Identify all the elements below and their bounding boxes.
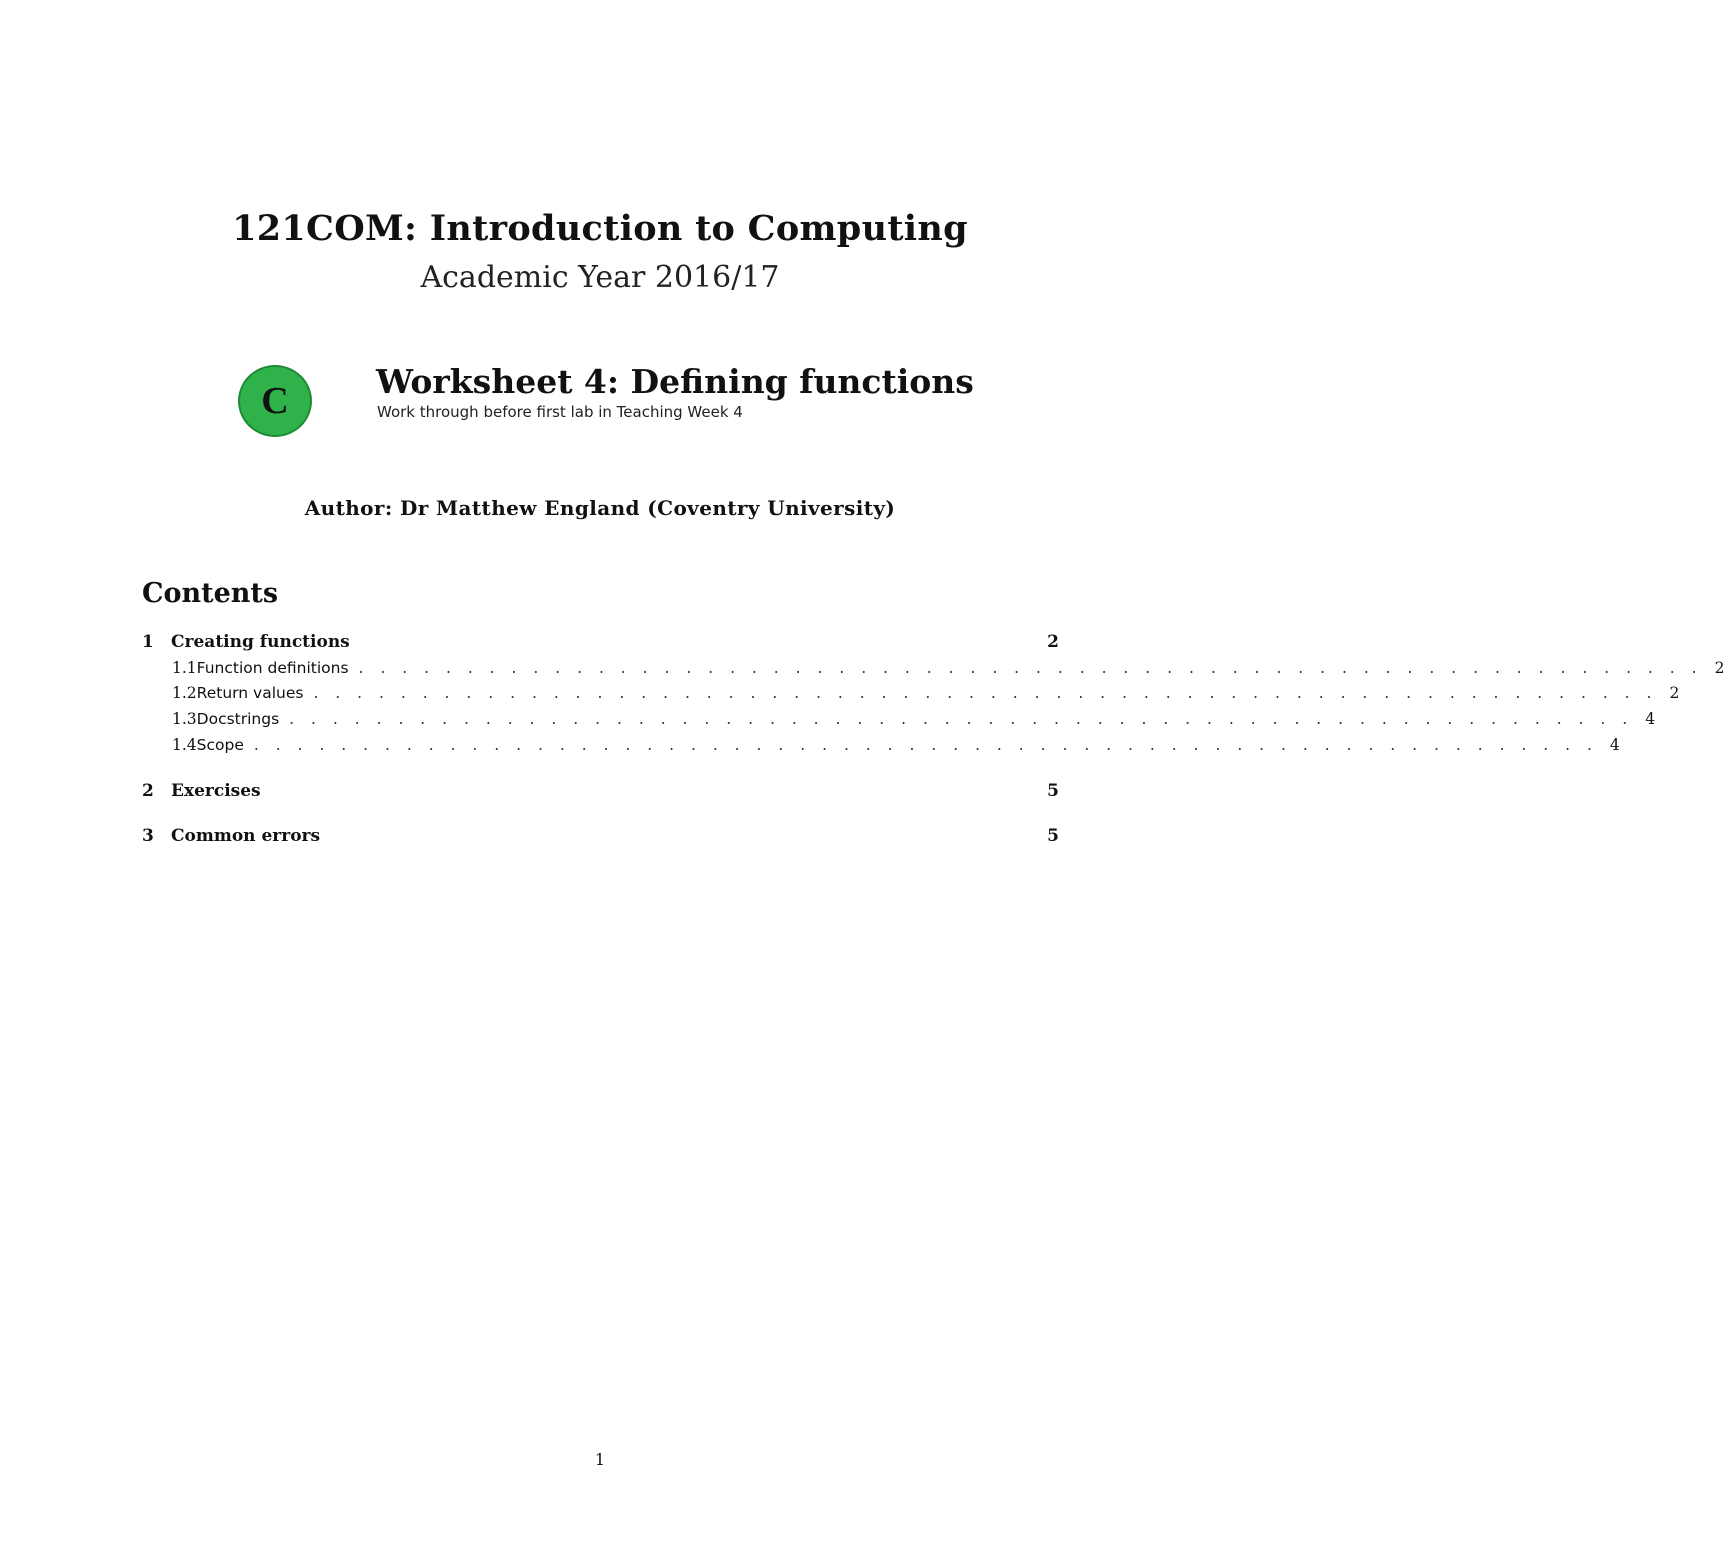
toc-page-number: 2: [1714, 659, 1724, 677]
toc-dot-leader: . . . . . . . . . . . . . . . . . . . . . . . . . . . . . . . . . . . . . . . . . . . . . . . . . . . . . . . . . . . . . .: [358, 659, 1703, 677]
toc-dot-leader: . . . . . . . . . . . . . . . . . . . . . . . . . . . . . . . . . . . . . . . . . . . . . . . . . . . . . . . . . . . . . .: [253, 736, 1598, 754]
toc-section-label: Creating functions: [171, 632, 350, 652]
worksheet-logo-badge: [238, 365, 312, 437]
toc-section-label: Exercises: [171, 781, 261, 801]
worksheet-title: Worksheet 4: Defining functions: [376, 362, 974, 401]
toc-subsection-label: Function definitions: [196, 659, 349, 677]
toc-page-number: 2: [1047, 632, 1059, 652]
logo-letter: C: [261, 380, 289, 422]
toc-subsection-label: Docstrings: [196, 710, 280, 728]
toc-subsection-number: 1.3: [172, 710, 197, 728]
toc-page-number: 5: [1047, 826, 1059, 846]
toc-dot-leader: . . . . . . . . . . . . . . . . . . . . . . . . . . . . . . . . . . . . . . . . . . . . . . . . . . . . . . . . . . . . . .: [313, 684, 1658, 702]
course-title: 121COM: Introduction to Computing: [232, 208, 968, 249]
author-line: Author: Dr Matthew England (Coventry University): [304, 496, 896, 520]
toc-subsection-scope[interactable]: [142, 736, 1620, 760]
toc-subsection-number: 1.4: [172, 736, 197, 754]
toc-page-number: 5: [1047, 781, 1059, 801]
toc-section-label: Common errors: [171, 826, 321, 846]
toc-page-number: 2: [1669, 684, 1680, 702]
worksheet-subtitle: Work through before first lab in Teaching Week 4: [377, 403, 743, 421]
toc-subsection-function-definitions[interactable]: [142, 659, 1724, 683]
academic-year: Academic Year 2016/17: [420, 260, 780, 295]
toc-page-number: 4: [1609, 736, 1620, 754]
toc-subsection-number: 1.1: [172, 659, 197, 677]
toc-subsection-label: Return values: [196, 684, 304, 702]
toc-section-number: 2: [142, 781, 154, 801]
toc-section-exercises[interactable]: [142, 781, 1059, 805]
contents-heading: Contents: [142, 578, 279, 609]
toc-subsection-number: 1.2: [172, 684, 197, 702]
toc-section-creating-functions[interactable]: [142, 632, 1059, 656]
toc-section-number: 1: [142, 632, 154, 652]
toc-page-number: 4: [1645, 710, 1656, 728]
toc-subsection-label: Scope: [196, 736, 244, 754]
toc-section-common-errors[interactable]: [142, 826, 1059, 850]
toc-section-number: 3: [142, 826, 154, 846]
toc-subsection-return-values[interactable]: [142, 684, 1680, 708]
page-number: 1: [594, 1450, 606, 1469]
toc-subsection-docstrings[interactable]: [142, 710, 1656, 734]
toc-dot-leader: . . . . . . . . . . . . . . . . . . . . . . . . . . . . . . . . . . . . . . . . . . . . . . . . . . . . . . . . . . . . . .: [289, 710, 1634, 728]
